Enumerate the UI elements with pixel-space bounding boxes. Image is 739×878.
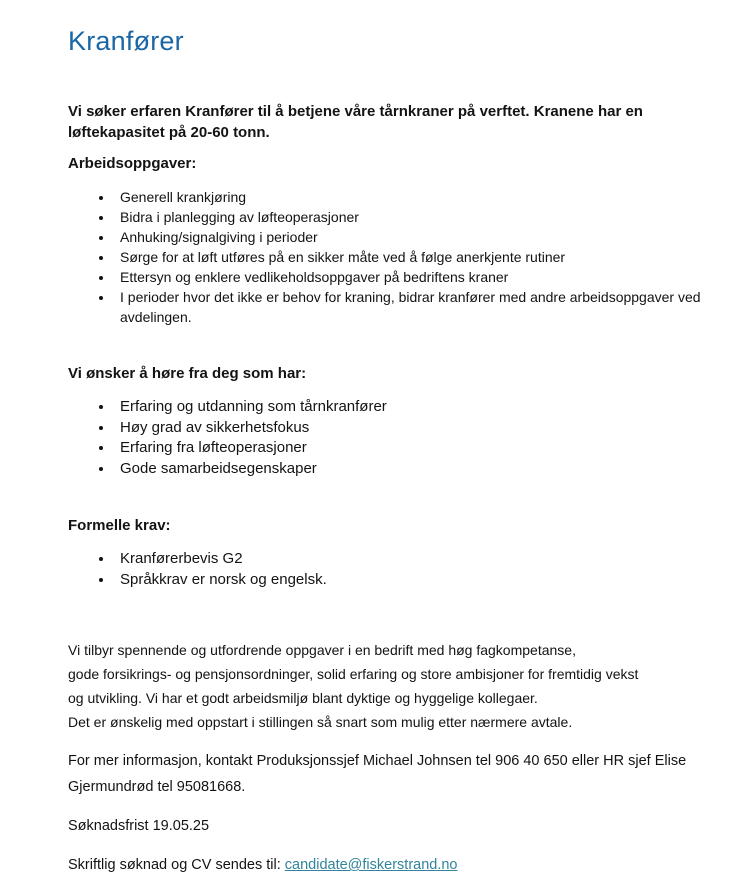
- bullet-item: • Erfaring og utdanning som tårnkranfører: [114, 397, 701, 418]
- page-title: Kranfører: [68, 26, 184, 56]
- intro-paragraph: Vi søker erfaren Kranfører til å betjene våre tårnkraner på verftet. Kranene har en løftekapasitet på 20-60 tonn.: [68, 103, 643, 141]
- bullet-item: • Språkkrav er norsk og engelsk.: [114, 570, 701, 591]
- bullet-item: • Generell krankjøring: [114, 187, 701, 207]
- bullet-item: • Gode samarbeidsegenskaper: [114, 459, 701, 480]
- section-heading: Vi ønsker å høre fra deg som har:: [68, 365, 307, 382]
- deadline-text: Søknadsfrist 19.05.25: [68, 818, 210, 834]
- section-formelle-krav: [68, 516, 701, 590]
- bullet-list: [68, 549, 701, 590]
- bullet-list: [68, 397, 701, 479]
- contact-paragraph: For mer informasjon, kontakt Produksjonssjef Michael Johnsen tel 906 40 650 eller HR sjef Elise Gjermundrød tel 95081668.: [68, 753, 687, 795]
- bullet-item: • Kranførerbevis G2: [114, 549, 701, 570]
- bullet-item: • Sørge for at løft utføres på en sikker måte ved å følge anerkjente rutiner: [114, 247, 701, 267]
- apply-line: [68, 852, 701, 878]
- bullet-item: • Erfaring fra løfteoperasjoner: [114, 438, 701, 459]
- section-arbeidsoppgaver: [68, 154, 701, 327]
- bullet-item: • Høy grad av sikkerhetsfokus: [114, 418, 701, 439]
- bullet-list: [68, 187, 701, 327]
- section-heading: Formelle krav:: [68, 517, 171, 534]
- section-heading: Arbeidsoppgaver:: [68, 155, 197, 172]
- closing-paragraph: Vi tilbyr spennende og utfordrende oppgaver i en bedrift med høg fagkompetanse, gode forsikrings- og pensjonsordninger, solid erfaring og store ambisjoner for fremtidig vekst og utvikling. Vi har et godt arbeidsmiljø blant dyktige og hyggelige kollegaer. Det er ønskelig med oppstart i stillingen så snart som mulig etter nærmere avtale.: [68, 642, 639, 730]
- bullet-item: • Ettersyn og enklere vedlikeholdsoppgaver på bedriftens kraner: [114, 267, 701, 287]
- email-link[interactable]: candidate@fiskerstrand.no: [284, 857, 458, 873]
- bullet-item: • Anhuking/signalgiving i perioder: [114, 227, 701, 247]
- apply-prefix: Skriftlig søknad og CV sendes til:: [68, 857, 285, 873]
- section-onsker: [68, 364, 701, 479]
- bullet-item: • Bidra i planlegging av løfteoperasjoner: [114, 207, 701, 227]
- bullet-item: • I perioder hvor det ikke er behov for kraning, bidrar kranfører med andre arbeidsoppgaver ved avdelingen.: [114, 287, 701, 327]
